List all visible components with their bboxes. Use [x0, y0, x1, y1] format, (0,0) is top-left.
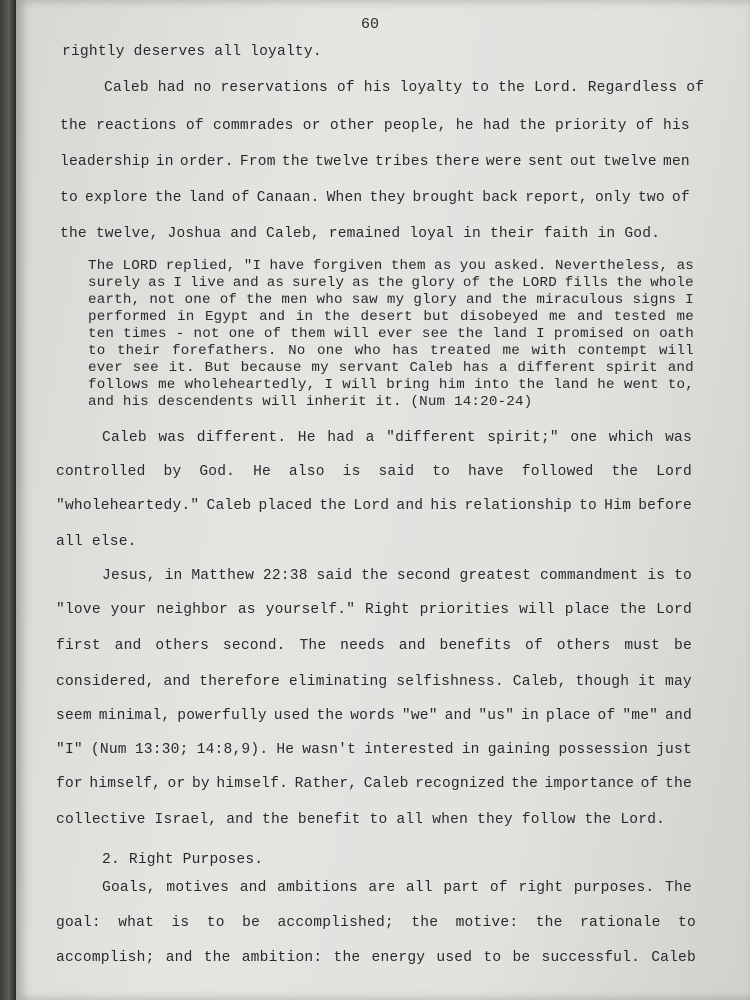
text-line: Caleb was different. He had a "different spirit;" one which was: [102, 430, 692, 446]
page-number: 60: [361, 16, 380, 33]
text-line: the reactions of commrades or other people, he had the priority of his: [60, 118, 690, 134]
text-line: Jesus, in Matthew 22:38 said the second greatest commandment is to: [102, 568, 692, 584]
text-line: "love your neighbor as yourself." Right priorities will place the Lord: [56, 602, 692, 618]
text-line: "I" (Num 13:30; 14:8,9). He wasn't interested in gaining possession just: [56, 742, 692, 758]
book-gutter: [0, 0, 16, 1000]
quote-line: follows me wholeheartedly, I will bring him into the land he went to,: [88, 377, 694, 393]
text-line: controlled by God. He also is said to have followed the Lord: [56, 464, 692, 480]
quote-line: ever see it. But because my servant Caleb has a different spirit and: [88, 360, 694, 376]
quote-line: performed in Egypt and in the desert but disobeyed me and tested me: [88, 309, 694, 325]
text-line: for himself, or by himself. Rather, Caleb recognized the importance of the: [56, 776, 692, 792]
quote-line: and his descendents will inherit it. (Num 14:20-24): [88, 394, 533, 410]
quote-line: surely as I live and as surely as the glory of the LORD fills the whole: [88, 275, 694, 291]
book-page: [16, 0, 750, 1000]
text-line: Goals, motives and ambitions are all part of right purposes. The: [102, 880, 692, 896]
text-line: the twelve, Joshua and Caleb, remained loyal in their faith in God.: [60, 226, 661, 242]
text-line: leadership in order. From the twelve tribes there were sent out twelve men: [60, 154, 690, 170]
section-heading: 2. Right Purposes.: [102, 852, 264, 868]
text-line: to explore the land of Canaan. When they brought back report, only two of: [60, 190, 690, 206]
quote-line: to their forefathers. No one who has treated me with contempt will: [88, 343, 694, 359]
text-line: considered, and therefore eliminating selfishness. Caleb, though it may: [56, 674, 692, 690]
text-line: first and others second. The needs and benefits of others must be: [56, 638, 692, 654]
text-line: seem minimal, powerfully used the words "we" and "us" in place of "me" and: [56, 708, 692, 724]
quote-line: earth, not one of the men who saw my glory and the miraculous signs I: [88, 292, 694, 308]
quote-line: The LORD replied, "I have forgiven them as you asked. Nevertheless, as: [88, 258, 694, 274]
text-line: "wholeheartedy." Caleb placed the Lord and his relationship to Him before: [56, 498, 692, 514]
quote-line: ten times - not one of them will ever see the land I promised on oath: [88, 326, 694, 342]
text-line: Caleb had no reservations of his loyalty to the Lord. Regardless of: [104, 80, 705, 96]
text-line: goal: what is to be accomplished; the motive: the rationale to: [56, 915, 696, 931]
text-line: rightly deserves all loyalty.: [62, 44, 322, 60]
text-line: collective Israel, and the benefit to all when they follow the Lord.: [56, 812, 666, 828]
text-line: all else.: [56, 534, 137, 550]
text-line: accomplish; and the ambition: the energy used to be successful. Caleb: [56, 950, 696, 966]
